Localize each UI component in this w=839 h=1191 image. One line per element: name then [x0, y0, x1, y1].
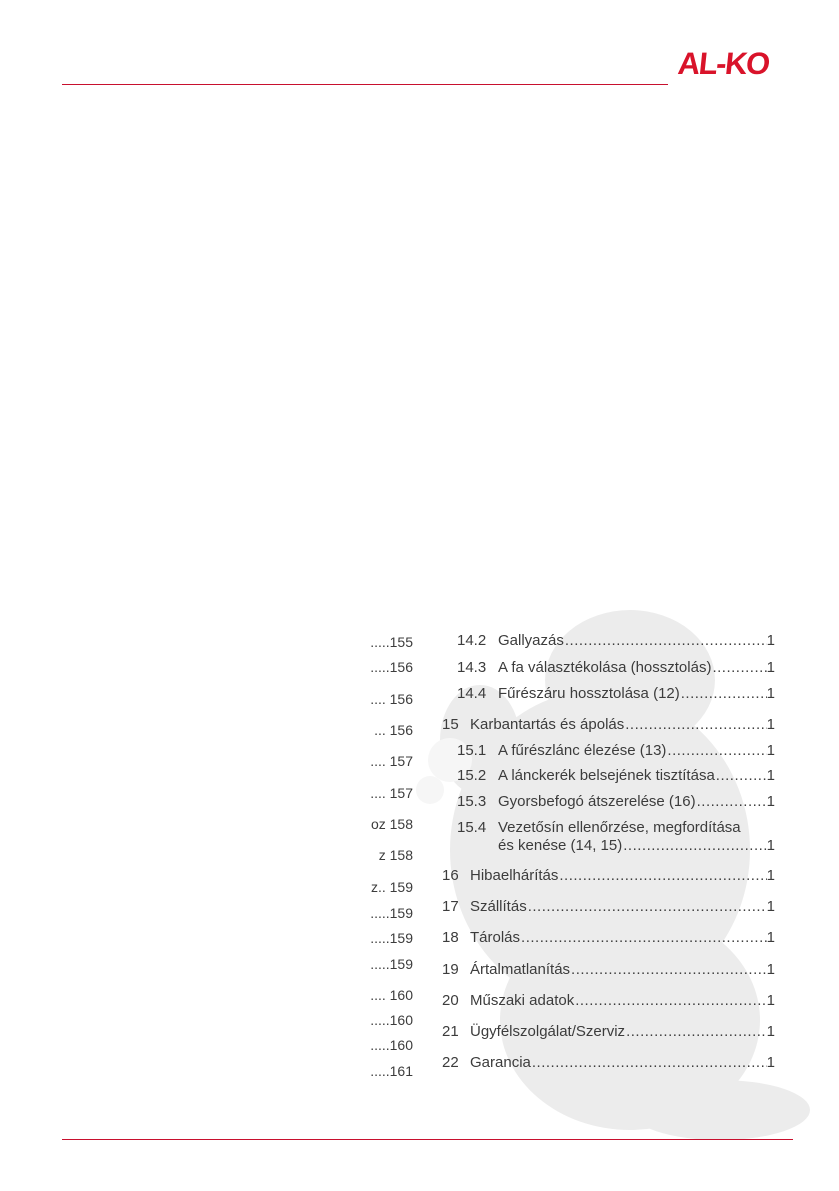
toc-title: A fa választékolása (hossztolás) [498, 659, 712, 676]
toc-page: 1 [766, 793, 775, 810]
toc-page: 1 [766, 992, 775, 1009]
page-number: oz 158 [370, 816, 413, 832]
toc-page: 1 [766, 1023, 775, 1040]
page-number: .... 157 [370, 753, 413, 769]
alko-logo: AL-KO [676, 46, 771, 81]
toc-number: 14.4 [457, 685, 487, 702]
toc-title: A lánckerék belsejének tisztítása [498, 767, 715, 784]
toc-entry[interactable] [442, 716, 775, 734]
header-rule [62, 84, 668, 85]
toc-title: Gallyazás [498, 632, 564, 649]
toc-page: 1 [766, 685, 775, 702]
toc-title: és kenése (14, 15) [498, 837, 623, 854]
toc-page: 1 [766, 1054, 775, 1071]
page-number: .....155 [370, 634, 413, 650]
page-number: .....159 [370, 930, 413, 946]
toc-number: 15.3 [457, 793, 487, 810]
toc-number: 14.3 [457, 659, 487, 676]
toc-page: 1 [766, 659, 775, 676]
toc-title: Gyorsbefogó átszerelése (16) [498, 793, 696, 810]
toc-page: 1 [766, 837, 775, 854]
toc-number: 20 [442, 992, 459, 1009]
page-number: .....160 [370, 1037, 413, 1053]
toc-number: 22 [442, 1054, 459, 1071]
page-number: .... 156 [370, 691, 413, 707]
toc-page: 1 [766, 716, 775, 733]
page-number: z.. 159 [370, 879, 413, 895]
page-number: .... 157 [370, 785, 413, 801]
toc-entry[interactable] [442, 742, 775, 760]
toc-title: Hibaelhárítás [470, 867, 559, 884]
footer-rule [62, 1139, 793, 1140]
toc-title: Műszaki adatok [470, 992, 575, 1009]
toc-number: 17 [442, 898, 459, 915]
toc-title: Ártalmatlanítás [470, 961, 571, 978]
toc-number: 15.4 [457, 819, 487, 836]
page-number: .....160 [370, 1012, 413, 1028]
toc-entry[interactable] [442, 929, 775, 947]
page-number: .....159 [370, 956, 413, 972]
toc-number: 15 [442, 716, 459, 733]
toc-number: 18 [442, 929, 459, 946]
toc-number: 21 [442, 1023, 459, 1040]
toc-title: Tárolás [470, 929, 521, 946]
page-number: z 158 [378, 847, 413, 863]
toc-entry[interactable] [442, 767, 775, 785]
toc-number: 15.2 [457, 767, 487, 784]
toc-title: Karbantartás és ápolás [470, 716, 625, 733]
toc-entry[interactable] [442, 685, 775, 703]
toc-entry[interactable] [442, 992, 775, 1010]
toc-number: 16 [442, 867, 459, 884]
page-number: .....156 [370, 659, 413, 675]
page-number: ... 156 [374, 722, 413, 738]
toc-page: 1 [766, 632, 775, 649]
toc-number: 15.1 [457, 742, 487, 759]
toc-entry[interactable] [442, 867, 775, 885]
toc-title: Fűrészáru hossztolása (12) [498, 685, 680, 702]
toc-entry[interactable] [442, 1023, 775, 1041]
toc-title: Ügyfélszolgálat/Szerviz [470, 1023, 626, 1040]
toc-entry[interactable] [442, 632, 775, 650]
page-number: .....159 [370, 905, 413, 921]
toc-title: Szállítás [470, 898, 527, 915]
toc-entry[interactable] [442, 961, 775, 979]
toc-title: Vezetősín ellenőrzése, megfordítása [498, 819, 741, 836]
toc-page: 1 [766, 961, 775, 978]
toc-entry-continuation[interactable] [442, 837, 775, 855]
toc-entry[interactable] [442, 793, 775, 811]
toc-page: 1 [766, 898, 775, 915]
page-number: .... 160 [370, 987, 413, 1003]
toc-number: 14.2 [457, 632, 487, 649]
toc-number: 19 [442, 961, 459, 978]
toc-title: A fűrészlánc élezése (13) [498, 742, 667, 759]
toc-entry[interactable] [442, 659, 775, 677]
page-number: .....161 [370, 1063, 413, 1079]
toc-page: 1 [766, 767, 775, 784]
toc-entry[interactable] [442, 1054, 775, 1072]
toc-entry[interactable] [442, 898, 775, 916]
toc-page: 1 [766, 867, 775, 884]
toc-page: 1 [766, 929, 775, 946]
toc-page: 1 [766, 742, 775, 759]
toc-entry[interactable] [442, 819, 775, 837]
toc-title: Garancia [470, 1054, 531, 1071]
